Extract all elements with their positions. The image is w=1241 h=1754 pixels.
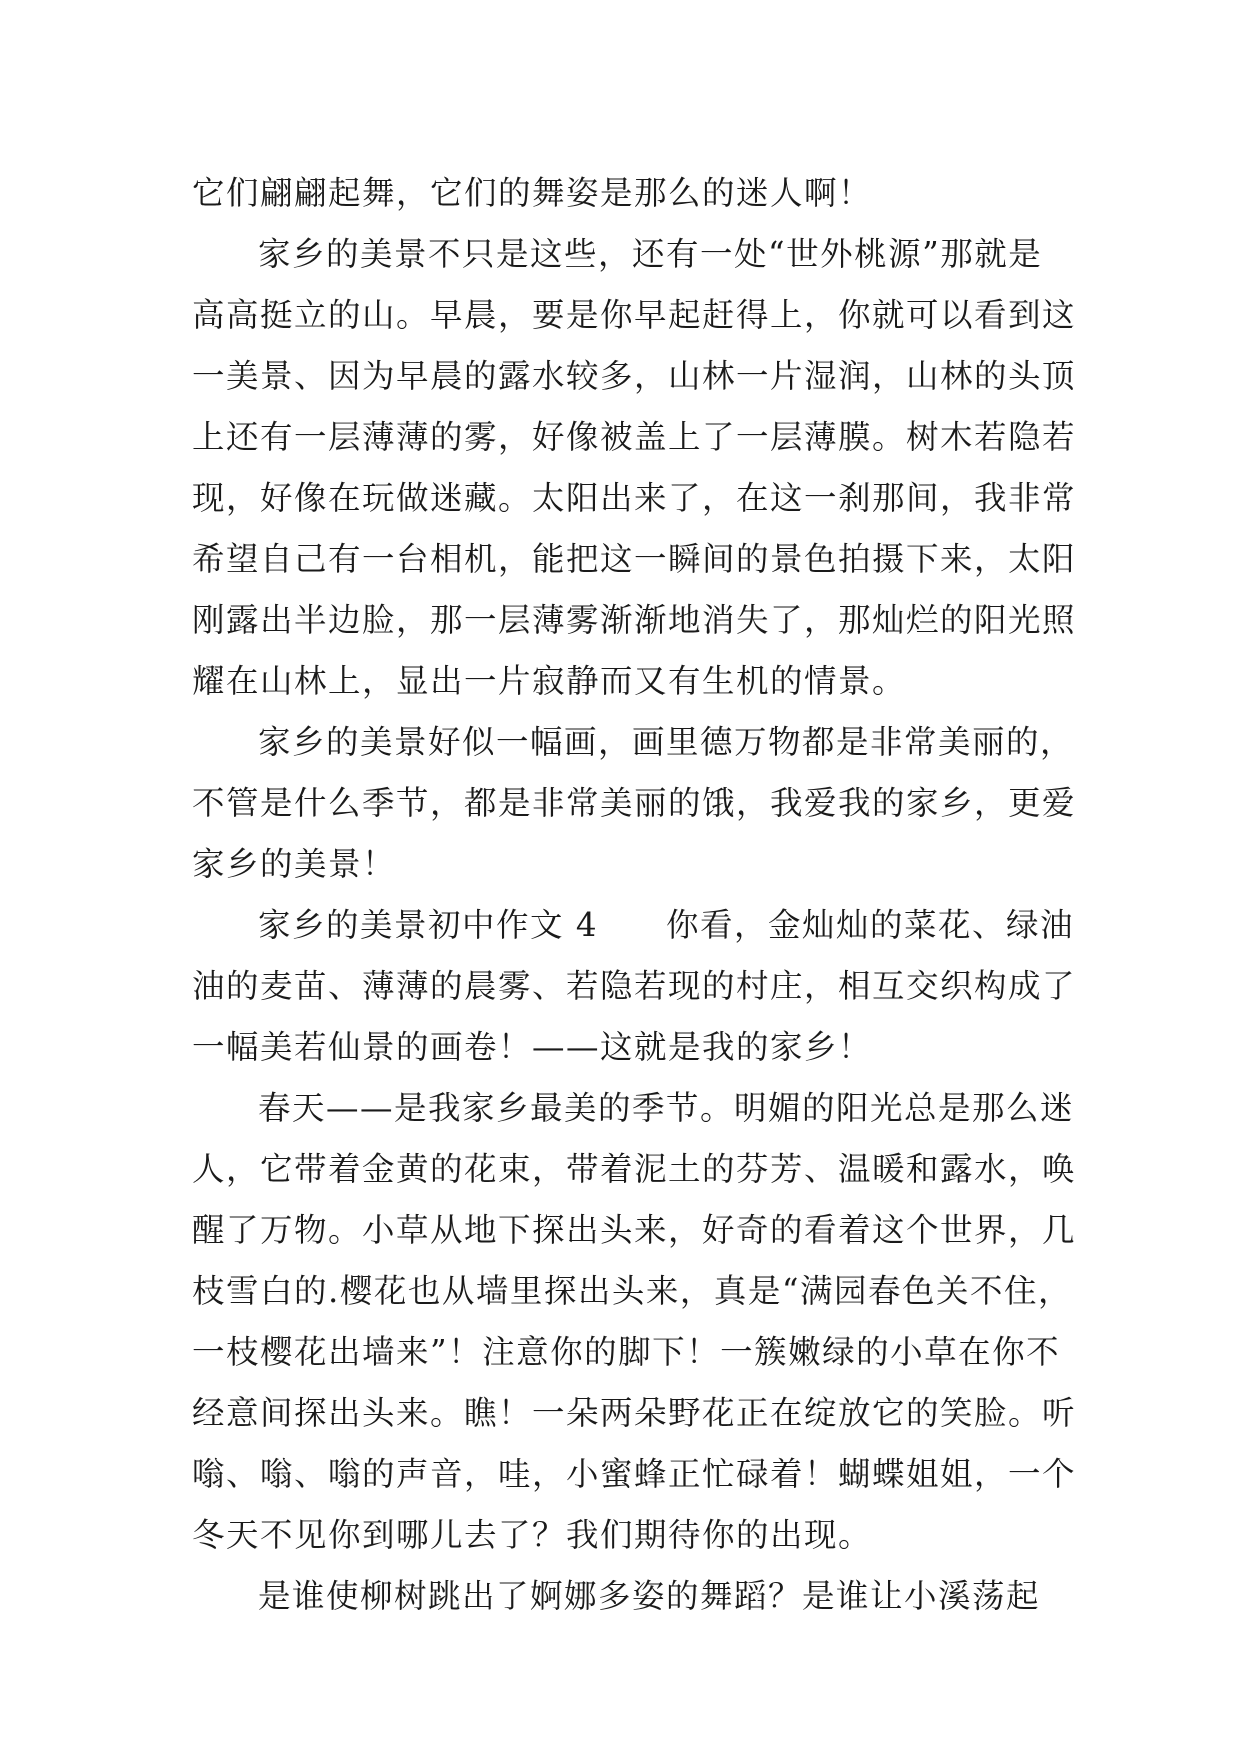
text-line: 一枝樱花出墙来”！注意你的脚下！一簇嫩绿的小草在你不	[192, 1333, 1061, 1371]
text-line: 枝雪白的.樱花也从墙里探出头来，真是“满园春色关不住，	[192, 1272, 1072, 1310]
text-line: 油的麦苗、薄薄的晨雾、若隐若现的村庄，相互交织构成了	[192, 967, 1077, 1005]
text-line: 家乡的美景好似一幅画，画里德万物都是非常美丽的，	[258, 723, 1075, 761]
text-line: 嗡、嗡、嗡的声音，哇，小蜜蜂正忙碌着！蝴蝶姐姐，一个	[192, 1455, 1077, 1493]
text-line: 上还有一层薄薄的雾，好像被盖上了一层薄膜。树木若隐若	[192, 418, 1077, 456]
text-line: 耀在山林上，显出一片寂静而又有生机的情景。	[192, 662, 907, 700]
text-line: 冬天不见你到哪儿去了？我们期待你的出现。	[192, 1516, 873, 1554]
text-line: 醒了万物。小草从地下探出头来，好奇的看着这个世界，几	[192, 1211, 1077, 1249]
text-line: 刚露出半边脸，那一层薄雾渐渐地消失了，那灿烂的阳光照	[192, 601, 1077, 639]
text-line: 是谁使柳树跳出了婀娜多姿的舞蹈？是谁让小溪荡起	[258, 1577, 1041, 1615]
text-line: 家乡的美景！	[192, 845, 397, 883]
text-line: 人，它带着金黄的花束，带着泥土的芬芳、温暖和露水，唤	[192, 1150, 1077, 1188]
text-line: 家乡的美景不只是这些，还有一处“世外桃源”那就是	[258, 235, 1043, 273]
text-line: 它们翩翩起舞，它们的舞姿是那么的迷人啊！	[192, 174, 873, 212]
text-line: 希望自己有一台相机，能把这一瞬间的景色拍摄下来，太阳	[192, 540, 1077, 578]
text-line: 不管是什么季节，都是非常美丽的饿，我爱我的家乡，更爱	[192, 784, 1077, 822]
text-line: 现，好像在玩做迷藏。太阳出来了，在这一刹那间，我非常	[192, 479, 1077, 517]
text-line: 经意间探出头来。瞧！一朵两朵野花正在绽放它的笑脸。听	[192, 1394, 1077, 1432]
text-line: 高高挺立的山。早晨，要是你早起赶得上，你就可以看到这	[192, 296, 1077, 334]
text-line: 一幅美若仙景的画卷！——这就是我的家乡！	[192, 1028, 873, 1066]
document-body	[192, 163, 1077, 1627]
text-line: 家乡的美景初中作文 4 你看，金灿灿的菜花、绿油	[258, 906, 1075, 944]
text-line: 春天——是我家乡最美的季节。明媚的阳光总是那么迷	[258, 1089, 1075, 1127]
text-line: 一美景、因为早晨的露水较多，山林一片湿润，山林的头顶	[192, 357, 1077, 395]
